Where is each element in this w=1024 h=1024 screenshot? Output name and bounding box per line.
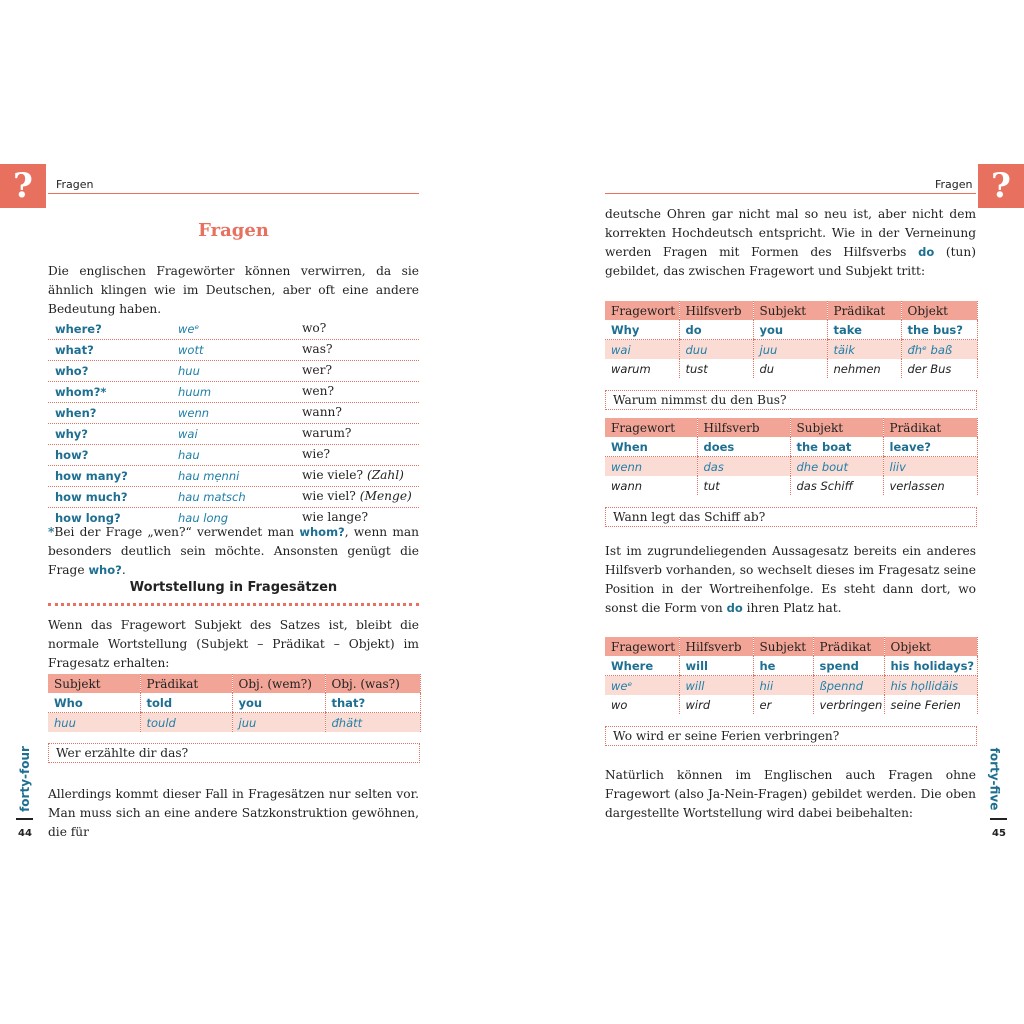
list-item	[48, 403, 419, 424]
english-word: why?	[55, 427, 88, 441]
question-mark-icon: ?	[978, 164, 1024, 208]
grammar-table-when: Fragewort Hilfsverb Subjekt Prädikat When does the boat leave? wenn das dhe bout liiv wann tut das Schiff verlassen	[605, 418, 978, 495]
german-word: wie viel? (Menge)	[302, 489, 412, 503]
list-item	[48, 424, 419, 445]
english-word: how much?	[55, 490, 128, 504]
german-word: wie viele? (Zahl)	[302, 468, 404, 482]
pronunciation: hau matsch	[178, 490, 246, 504]
running-header-right: Fragen	[935, 178, 973, 191]
wordorder-paragraph: Wenn das Fragewort Subjekt des Satzes ist, bleibt die normale Wortstellung (Subjekt – Prädikat – Objekt) im Fragesatz erhalten:	[48, 618, 419, 670]
header-rule-right	[605, 193, 976, 194]
intro-paragraph: Die englischen Fragewörter können verwirren, da sie ähnlich klingen wie im Deutschen, aber oft eine andere Bedeutung haben.	[48, 264, 419, 316]
grammar-table-why: Fragewort Hilfsverb Subjekt Prädikat Objekt Why do you take the bus? wai duu juu täik đhᵉ baß warum tust du nehmen der Bus	[605, 301, 978, 378]
german-word: wen?	[302, 384, 335, 398]
pronunciation: wai	[178, 427, 198, 441]
grammar-table-where: Fragewort Hilfsverb Subjekt Prädikat Objekt Where will he spend his holidays? weᵉ will hii ßpennd his họllidäis wo wird er verbringen seine Ferien	[605, 637, 978, 714]
english-word: whom?*	[55, 385, 107, 399]
english-word: how long?	[55, 511, 121, 525]
continuation-paragraph: deutsche Ohren gar nicht mal so neu ist, aber nicht dem korrekten Hochdeutsch entspricht. Wie in der Verneinung werden Fragen mit Formen des Hilfsverbs do (tun) gebildet, das zwischen Fragewort und Subjekt tritt:	[605, 207, 977, 278]
german-note: (Menge)	[359, 489, 412, 503]
side-tab-right: forty-five	[987, 747, 1002, 811]
english-word: what?	[55, 343, 94, 357]
german-word: wo?	[302, 321, 327, 335]
side-tab-left: forty-four	[17, 746, 32, 812]
german-word: wie?	[302, 447, 331, 461]
footnote: *Bei der Frage „wen?“ verwendet man whom?, wenn man besonders deutlich sein möchte. Ansonsten genügt die Frage who?.	[48, 525, 420, 577]
list-item	[48, 361, 419, 382]
section-heading: Wortstellung in Fragesätzen	[129, 580, 338, 595]
yes-no-paragraph: Natürlich können im Englischen auch Fragen ohne Fragewort (also Ja-Nein-Fragen) gebildet werden. Die oben dargestellte Wortstellung wird dabei beibehalten:	[605, 768, 976, 820]
question-word-list	[48, 319, 419, 528]
header-rule-left	[48, 193, 419, 194]
question-mark-icon: ?	[0, 164, 46, 208]
pronunciation: wott	[178, 343, 204, 357]
list-item	[48, 319, 419, 340]
pronunciation: hau long	[178, 511, 229, 525]
grammar-table-subject: Subjekt Prädikat Obj. (wem?) Obj. (was?) Who told you that? huu tould juu đhätt	[48, 674, 421, 732]
english-word: how many?	[55, 469, 128, 483]
translation-box: Wer erzählte dir das?	[48, 743, 420, 763]
list-item	[48, 445, 419, 466]
pronunciation: wenn	[178, 406, 210, 420]
pronunciation: huu	[178, 364, 200, 378]
list-item	[48, 340, 419, 361]
list-item	[48, 382, 419, 403]
pronunciation: hau	[178, 448, 200, 462]
translation-box: Wo wird er seine Ferien verbringen?	[605, 726, 977, 746]
english-word: how?	[55, 448, 89, 462]
pronunciation: weᵉ	[178, 322, 200, 336]
auxiliary-paragraph: Ist im zugrundeliegenden Aussagesatz bereits ein anderes Hilfsverb vorhanden, so wechselt dieses im Fragesatz seine Position in der Wortreihenfolge. Es steht dann dort, wo sonst die Form von do ihren Platz hat.	[605, 544, 976, 615]
page-number-left: 44	[18, 828, 32, 839]
dotted-divider	[48, 603, 419, 606]
english-word: where?	[55, 322, 102, 336]
german-word: wann?	[302, 405, 342, 419]
page-title: Fragen	[198, 220, 269, 241]
list-item	[48, 466, 419, 487]
german-word: was?	[302, 342, 333, 356]
german-word: warum?	[302, 426, 352, 440]
page-number-rule-left	[16, 818, 33, 820]
german-word: wer?	[302, 363, 333, 377]
pronunciation: huum	[178, 385, 212, 399]
page-number-right: 45	[992, 828, 1006, 839]
translation-box: Warum nimmst du den Bus?	[605, 390, 977, 410]
list-item	[48, 487, 419, 508]
german-note: (Zahl)	[366, 468, 404, 482]
running-header-left: Fragen	[56, 178, 94, 191]
closing-paragraph: Allerdings kommt dieser Fall in Fragesätzen nur selten vor. Man muss sich an eine andere Satzkonstruktion gewöhnen, die für	[48, 787, 419, 839]
german-word: wie lange?	[302, 510, 368, 524]
page-number-rule-right	[990, 818, 1007, 820]
english-word: when?	[55, 406, 97, 420]
pronunciation: hau mẹnni	[178, 469, 240, 483]
english-word: who?	[55, 364, 89, 378]
translation-box: Wann legt das Schiff ab?	[605, 507, 977, 527]
